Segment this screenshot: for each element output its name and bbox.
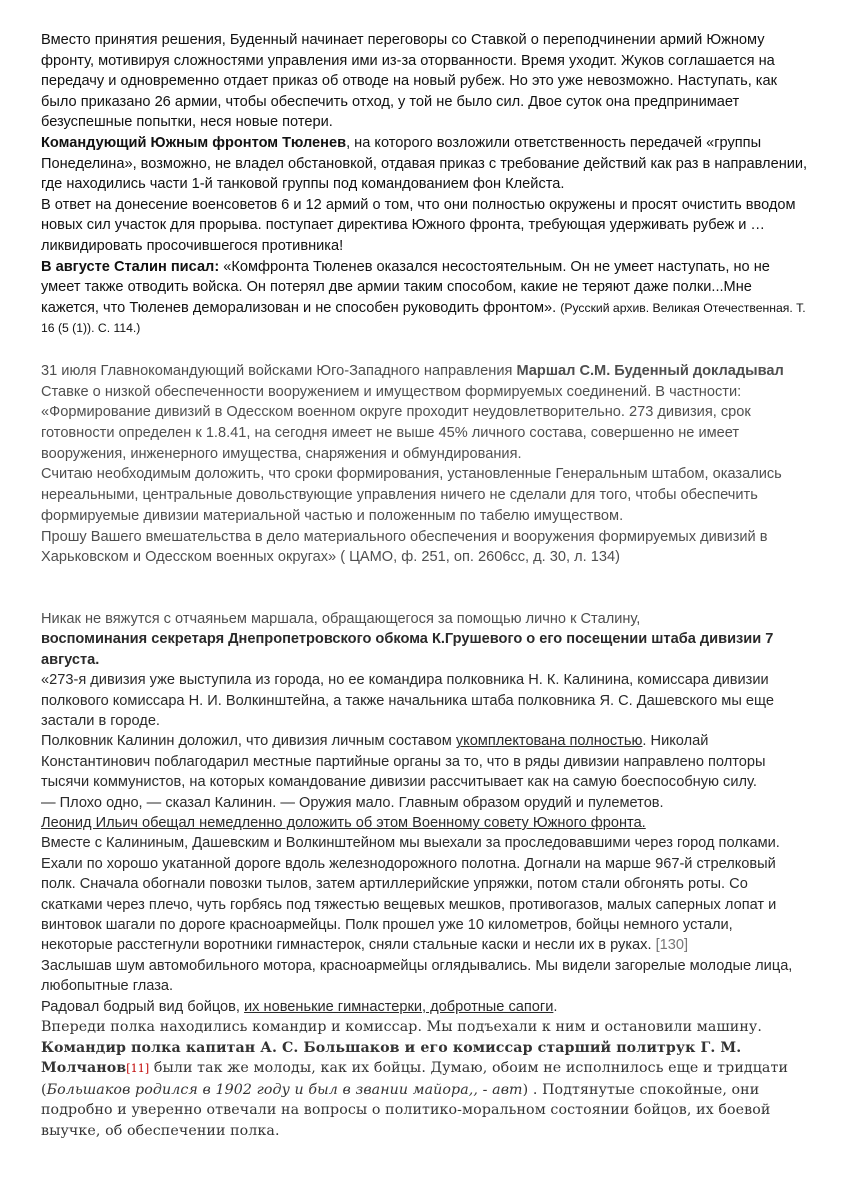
footnote-reference: [130]	[655, 937, 689, 954]
paragraph	[41, 670, 808, 731]
paragraph	[41, 629, 808, 670]
footnote-link[interactable]: [11]	[126, 1062, 150, 1076]
quote-text: «273-я дивизия уже выступила из города, но ее командира полковника Н. К. Калинина, комиссара дивизии полкового комиссара Н. И. Волкинштейна, а также начальника штаба полковника Я. С. Дашевского мы еще застали в городе.	[41, 672, 774, 729]
quote-text: «Формирование дивизий в Одесском военном округе проходит неудовлетворительно. 273 дивизия, срок готовности определен к 1.8.41, на сегодня имеет не выше 45% личного состава, совершенно не имеет вооружения, инженерного имущества, снаряжения и обмундирования.	[41, 404, 751, 462]
quote-text: Считаю необходимым доложить, что сроки формирования, установленные Генеральным штабом, оказались нереальными, центральные довольствующие управления ничего не сделали для того, чтобы обеспечить формируемые дивизии материальной частью и положенным по табелю имуществом.	[41, 466, 782, 524]
source-reference: (Русский архив. Великая Отечественная. Т. 16 (5 (1)). С. 114.)	[41, 300, 806, 336]
paragraph	[41, 997, 808, 1017]
paragraph	[41, 30, 808, 133]
paragraph-text: 31 июля Главнокомандующий войсками Юго-Западного направления	[41, 362, 517, 379]
paragraph-text: Заслышав шум автомобильного мотора, красноармейцы оглядывались. Мы видели загорелые молодые лица, любопытные глаза.	[41, 957, 793, 995]
paragraph-text: Ставке о низкой обеспеченности вооружением и имуществом формируемых соединений. В частности:	[41, 383, 742, 400]
paragraph	[41, 1038, 808, 1142]
paragraph-text: Вместе с Калининым, Дашевским и Волкинштейном мы выехали за проследовавшими через город полками. Ехали по хорошо укатанной дороге вдоль железнодорожного полотна. Догнали на марше 967-й стрелковый полк. Сначала обогнали повозки тылов, затем артиллерийские упряжки, потом стали обгонять роты. Со скатками через плечо, чуть горбясь под тяжестью вещевых мешков, противогазов, малых саперных лопат и винтовок шагали по дороге красноармейцы. Полк прошел уже 10 километров, бойцы немного устали, некоторые расстегнули воротники гимнастерок, сняли стальные каски и несли их в руках.	[41, 835, 780, 954]
section-budenny-report	[41, 361, 808, 568]
bold-lead: Командующий Южным фронтом Тюленев	[41, 134, 347, 151]
paragraph-text: .	[553, 998, 558, 1015]
quote-text: «Комфронта Тюленев оказался несостоятельным. Он не умеет наступать, но не умеет также отводить войска. Он потерял две армии таким способом, какие не теряют даже полки...Мне кажется, что Тюленев деморализован и не способен руководить фронтом».	[41, 258, 770, 316]
paragraph-text: — Плохо одно, — сказал Калинин. — Оружия мало. Главным образом орудий и пулеметов.	[41, 794, 664, 811]
section-tyulenev	[41, 30, 808, 339]
paragraph	[41, 793, 808, 813]
paragraph	[41, 813, 808, 833]
paragraph-text: Никак не вяжутся с отчаяньем маршала, обращающегося за помощью лично к Сталину,	[41, 610, 641, 627]
paragraph-text: Впереди полка находились командир и комиссар. Мы подъехали к ним и остановили машину.	[41, 1019, 762, 1036]
paragraph	[41, 1017, 808, 1038]
paragraph-text: , на которого возложили ответственность передачей «группы Понеделина», возможно, не владел обстановкой, отдавая приказ с требование действий как раз в направлении, где находились части 1-й танковой группы под командованием фон Клейста.	[41, 134, 808, 193]
underlined-text: Леонид Ильич обещал немедленно доложить об этом Военному совету Южного фронта.	[41, 815, 646, 831]
italic-note: Большаков родился в 1902 году и был в звании майора,, - авт	[46, 1081, 523, 1098]
paragraph	[41, 833, 808, 955]
paragraph-text: были так же молоды, как их бойцы. Думаю, обоим не исполнилось еще и тридцати (	[41, 1060, 788, 1098]
paragraph-text: В ответ на донесение военсоветов 6 и 12 армий о том, что они полностью окружены и просят очистить вводом новых сил участок для прорыва. поступает директива Южного фронта, требующая удерживать рубеж и …ликвидировать просочившегося противника!	[41, 196, 796, 254]
underlined-text: их новенькие гимнастерки, добротные сапоги	[244, 998, 554, 1015]
bold-heading: воспоминания секретаря Днепропетровского обкома К.Грушевого о его посещении штаба дивизии 7 августа.	[41, 631, 774, 668]
paragraph-text: Вместо принятия решения, Буденный начинает переговоры со Ставкой о переподчинении армий Южному фронту, мотивируя сложностями управления ими из-за оторванности. Время уходит. Жуков соглашается на передачу и одновременно отдает приказ об отводе на новый рубеж. Но это уже невозможно. Наступать, как было приказано 26 армии, чтобы обеспечить отход, у той не было сил. Двое суток она предпринимает безуспешные попытки, неся новые потери.	[41, 32, 778, 131]
underlined-text: укомплектована полностью	[455, 733, 643, 750]
paragraph	[41, 195, 808, 257]
paragraph	[41, 731, 808, 792]
quote-text: Прошу Вашего вмешательства в дело материального обеспечения и вооружения формируемых дивизий в Харьковском и Одесском военных округах» ( ЦАМО, ф. 251, оп. 2606сс, д. 30, л. 134)	[41, 528, 768, 566]
paragraph-text: ) . Подтянутые спокойные, они подробно и уверенно отвечали на вопросы о политико-моральном состоянии бойцов, их боевой выучке, об обеспечении полка.	[41, 1081, 771, 1140]
paragraph-text: Полковник Калинин доложил, что дивизия личным составом	[41, 733, 456, 750]
section-regiment-commanders	[41, 1017, 808, 1142]
paragraph	[41, 361, 808, 402]
paragraph	[41, 257, 808, 339]
bold-lead: Командир полка капитан А. С. Большаков и его комиссар старший политрук Г. М. Молчанов	[41, 1039, 742, 1077]
paragraph	[41, 464, 808, 526]
paragraph	[41, 956, 808, 997]
bold-lead: В августе Сталин писал:	[41, 258, 220, 275]
paragraph	[41, 527, 808, 568]
section-grushevoy-memoirs	[41, 609, 808, 1017]
bold-lead: Маршал С.М. Буденный докладывал	[516, 362, 784, 379]
paragraph	[41, 609, 808, 629]
paragraph-text: . Николай Константинович поблагодарил местные партийные органы за то, что в ряды дивизии направлено полторы тысячи коммунистов, на которых командование дивизии рассчитывает как на самую боеспособную силу.	[41, 733, 766, 791]
paragraph	[41, 402, 808, 464]
paragraph	[41, 133, 808, 195]
paragraph-text: Радовал бодрый вид бойцов,	[41, 998, 245, 1015]
